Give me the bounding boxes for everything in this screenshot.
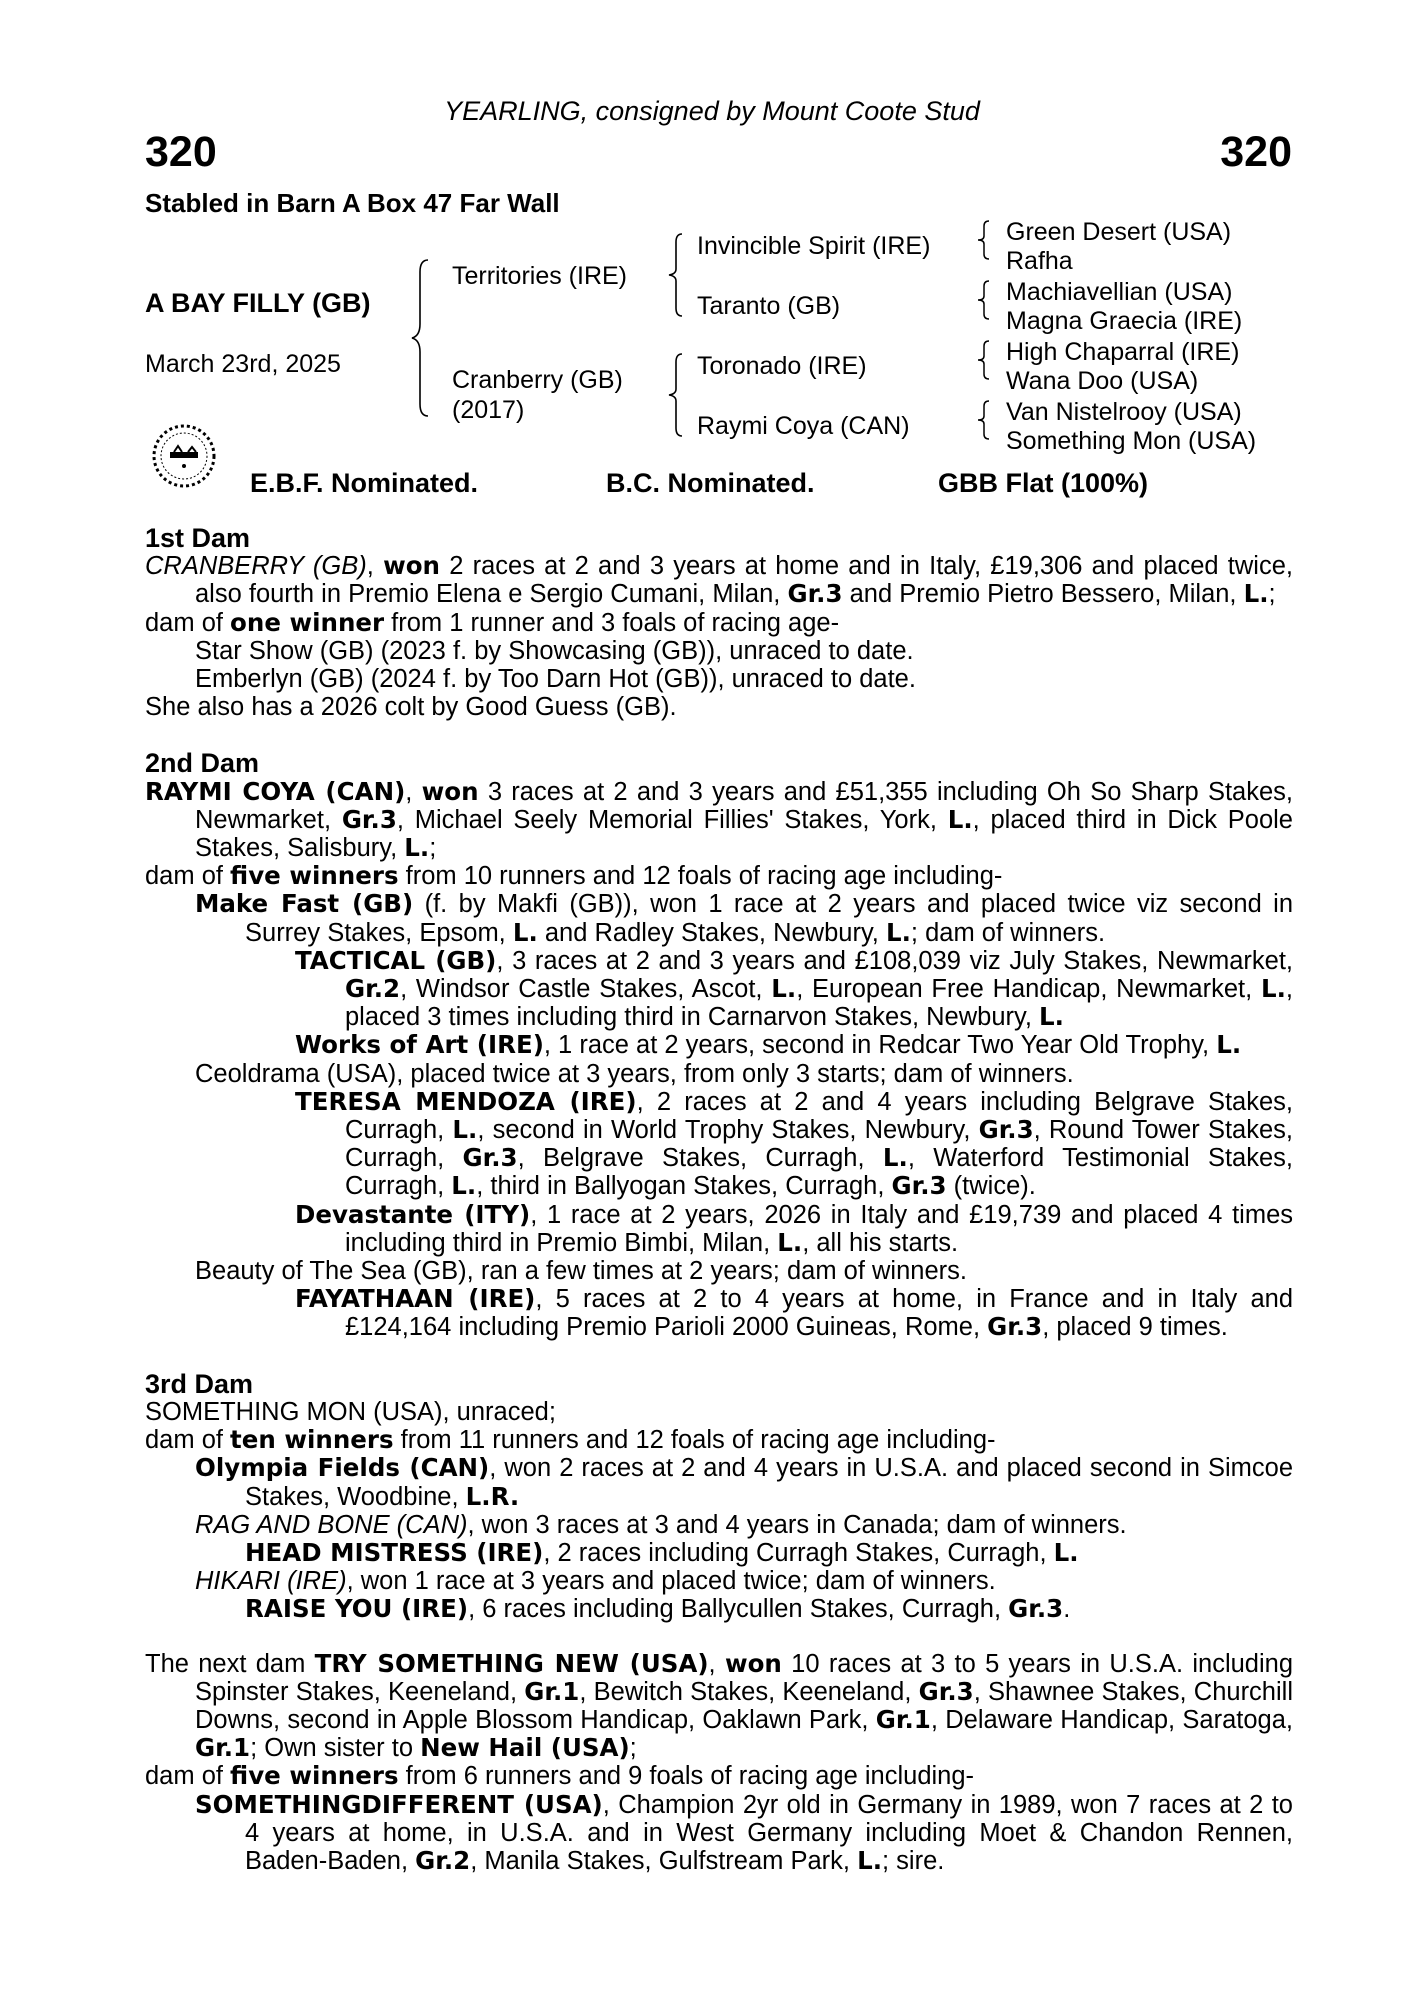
dam-sire: Toronado (IRE): [697, 352, 867, 380]
produce-ceoldrama: Ceoldrama (USA), placed twice at 3 years, from only 3 starts; dam of winners.: [195, 1059, 1074, 1088]
pedigree-brace-dam: [666, 352, 686, 438]
produce-devastante: Devastante (ITY), 1 race at 2 years, 2026 in Italy and £19,739 and placed 4 times including third in Premio Bimbi, Milan, L., all his starts.: [295, 1199, 1294, 1257]
gbb-status: GBB Flat (100%): [938, 468, 1149, 498]
stable-location: Stabled in Barn A Box 47 Far Wall: [145, 188, 560, 218]
ancestor-8: Something Mon (USA): [1006, 427, 1257, 455]
sire-sire: Invincible Spirit (IRE): [697, 232, 931, 260]
ancestor-6: Wana Doo (USA): [1006, 367, 1199, 395]
foaling-date: March 23rd, 2025: [145, 350, 341, 378]
first-dam-record: CRANBERRY (GB), won 2 races at 2 and 3 years at home and in Italy, £19,306 and placed twice, also fourth in Premio Elena e Sergio Cumani, Milan, Gr.3 and Premio Pietro Bessero, Milan, L.;: [145, 551, 1293, 609]
third-dam-heading: 3rd Dam: [145, 1368, 254, 1399]
second-dam-produce-summary: dam of five winners from 10 runners and 12 foals of racing age including-: [145, 861, 1003, 891]
first-dam-produce-summary: dam of one winner from 1 runner and 3 foals of racing age-: [145, 607, 840, 637]
pedigree-brace-g2: [975, 278, 993, 322]
horse-name: A BAY FILLY (GB): [145, 288, 371, 318]
produce-make-fast: Make Fast (GB) (f. by Makfi (GB)), won 1 race at 2 years and placed twice viz second in Surrey Stakes, Epsom, L. and Radley Stakes, Newbury, L.; dam of winners.: [195, 889, 1294, 947]
page-subtitle: YEARLING, consigned by Mount Coote Stud: [444, 96, 980, 126]
ancestor-5: High Chaparral (IRE): [1006, 338, 1240, 366]
produce-somethingdifferent: SOMETHINGDIFFERENT (USA), Champion 2yr old in Germany in 1989, won 7 races at 2 to 4 years at home, in U.S.A. and in West Germany including Moet & Chandon Rennen, Baden-Baden, Gr.2, Manila Stakes, Gulfstream Park, L.; sire.: [195, 1789, 1293, 1875]
dam: Cranberry (GB): [452, 366, 623, 394]
next-dam-record: The next dam TRY SOMETHING NEW (USA), won 10 races at 3 to 5 years in U.S.A. including Spinster Stakes, Keeneland, Gr.1, Bewitch Stakes, Keeneland, Gr.3, Shawnee Stakes, Churchill Downs, second in Apple Blossom Handicap, Oaklawn Park, Gr.1, Delaware Handicap, Saratoga, Gr.1; Own sister to New Hail (USA);: [145, 1648, 1293, 1763]
produce-teresa-mendoza: TERESA MENDOZA (IRE), 2 races at 2 and 4 years including Belgrave Stakes, Curragh, L., second in World Trophy Stakes, Newbury, Gr.3, Round Tower Stakes, Curragh, Gr.3, Belgrave Stakes, Curragh, L., Waterford Testimonial Stakes, Curragh, L., third in Ballyogan Stakes, Curragh, Gr.3 (twice).: [295, 1086, 1293, 1201]
ancestor-4: Magna Graecia (IRE): [1006, 307, 1243, 335]
third-dam-produce-summary: dam of ten winners from 11 runners and 12 foals of racing age including-: [145, 1425, 996, 1455]
pedigree-brace-main: [408, 258, 432, 418]
second-dam-heading: 2nd Dam: [145, 748, 260, 779]
produce-head-mistress: HEAD MISTRESS (IRE), 2 races including Curragh Stakes, Curragh, L.: [245, 1537, 1079, 1567]
bc-nomination: B.C. Nominated.: [606, 468, 815, 498]
dam-year: (2017): [452, 396, 525, 424]
produce-rag-and-bone: RAG AND BONE (CAN), won 3 races at 3 and 4 years in Canada; dam of winners.: [195, 1510, 1127, 1539]
produce-record: [145, 524, 1293, 1875]
first-dam-foal-2: Emberlyn (GB) (2024 f. by Too Darn Hot (GB)), unraced to date.: [195, 665, 916, 694]
pedigree-brace-g1: [975, 218, 993, 262]
produce-works-of-art: Works of Art (IRE), 1 race at 2 years, second in Redcar Two Year Old Trophy, L.: [295, 1030, 1242, 1060]
ancestor-3: Machiavellian (USA): [1006, 278, 1233, 306]
produce-olympia-fields: Olympia Fields (CAN), won 2 races at 2 and 4 years in U.S.A. and placed second in Simcoe Stakes, Woodbine, L.R.: [195, 1453, 1293, 1511]
ancestor-1: Green Desert (USA): [1006, 218, 1232, 246]
dam-dam: Raymi Coya (CAN): [697, 412, 910, 440]
stud-seal-icon: [148, 420, 220, 492]
ancestor-2: Rafha: [1006, 247, 1073, 275]
first-dam-heading: 1st Dam: [145, 523, 251, 553]
sire: Territories (IRE): [452, 262, 628, 290]
second-dam-record: RAYMI COYA (CAN), won 3 races at 2 and 3 years and £51,355 including Oh So Sharp Stakes, Newmarket, Gr.3, Michael Seely Memorial Fillies' Stakes, York, L., placed third in Dick Poole Stakes, Salisbury, L.;: [145, 776, 1293, 863]
pedigree-brace-sire: [666, 232, 686, 318]
ebf-nomination: E.B.F. Nominated.: [250, 468, 479, 498]
produce-beauty-of-the-sea: Beauty of The Sea (GB), ran a few times at 2 years; dam of winners.: [195, 1257, 967, 1286]
pedigree-brace-g3: [975, 338, 993, 382]
produce-tactical: TACTICAL (GB), 3 races at 2 and 3 years and £108,039 viz July Stakes, Newmarket, Gr.2, Windsor Castle Stakes, Ascot, L., European Free Handicap, Newmarket, L., placed 3 times including third in Carnarvon Stakes, Newbury, L.: [295, 945, 1293, 1032]
first-dam-note: She also has a 2026 colt by Good Guess (GB).: [145, 693, 677, 722]
pedigree-brace-g4: [975, 398, 993, 442]
produce-raise-you: RAISE YOU (IRE), 6 races including Ballycullen Stakes, Curragh, Gr.3.: [245, 1594, 1071, 1624]
third-dam-record: SOMETHING MON (USA), unraced;: [145, 1397, 556, 1426]
ancestor-7: Van Nistelrooy (USA): [1006, 398, 1242, 426]
produce-fayathaan: FAYATHAAN (IRE), 5 races at 2 to 4 years at home, in France and in Italy and £124,164 including Premio Parioli 2000 Guineas, Rome, Gr.3, placed 9 times.: [295, 1284, 1294, 1342]
lot-number-left: 320: [145, 128, 217, 176]
sire-dam: Taranto (GB): [697, 292, 841, 320]
produce-hikari: HIKARI (IRE), won 1 race at 3 years and placed twice; dam of winners.: [195, 1567, 996, 1596]
first-dam-foal-1: Star Show (GB) (2023 f. by Showcasing (GB)), unraced to date.: [195, 636, 914, 665]
lot-number-right: 320: [1220, 128, 1292, 176]
next-dam-produce-summary: dam of five winners from 6 runners and 9 foals of racing age including-: [145, 1761, 975, 1791]
